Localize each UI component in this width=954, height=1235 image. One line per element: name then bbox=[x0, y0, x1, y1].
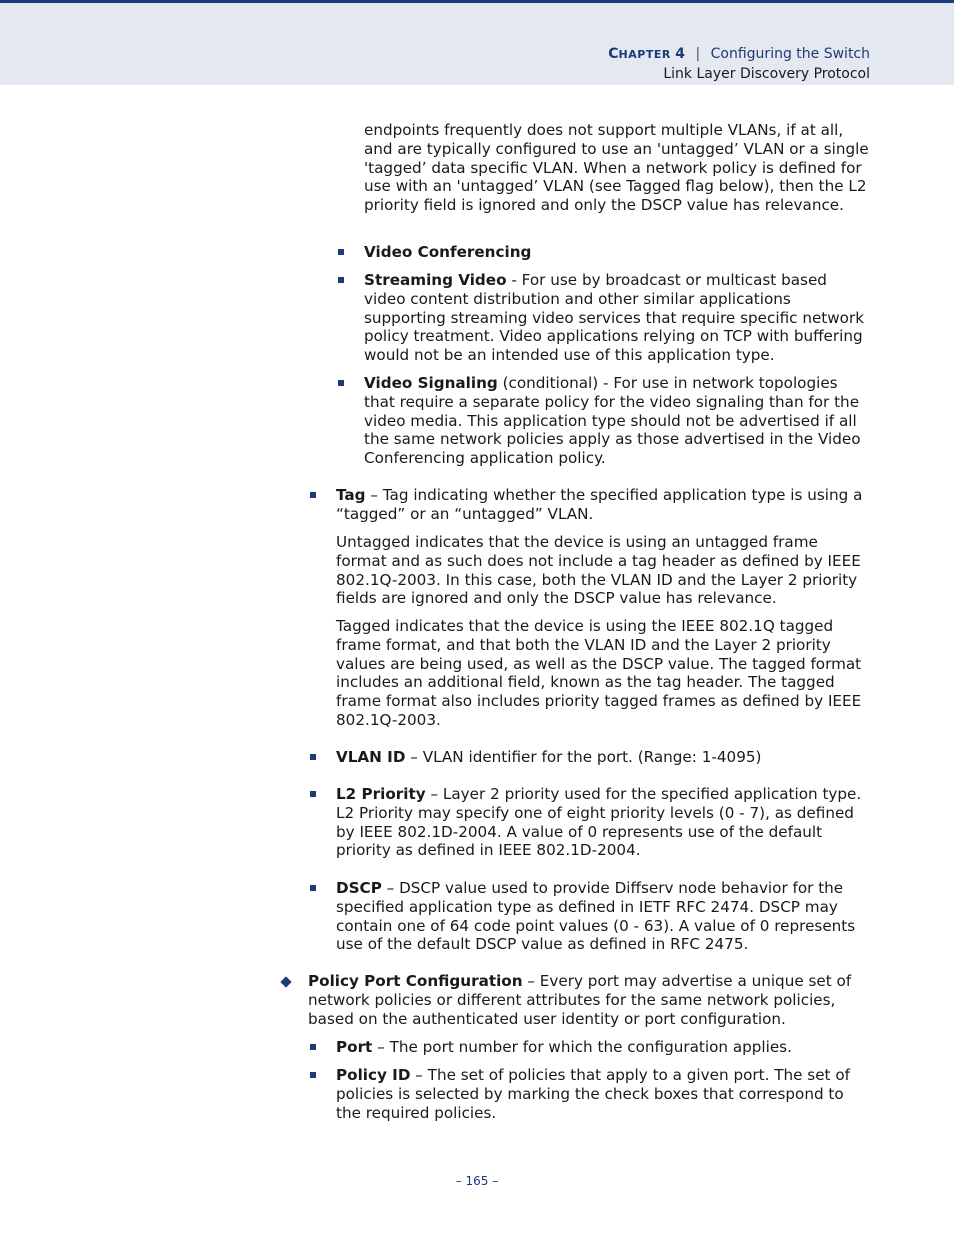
term: VLAN ID bbox=[336, 748, 406, 766]
policy-id-item bbox=[336, 1066, 870, 1122]
bullet-diamond-icon bbox=[280, 976, 291, 987]
desc: – The port number for which the configuration applies. bbox=[372, 1038, 792, 1056]
desc: – The set of policies that apply to a given port. The set of policies is selected by marking the check boxes that correspond to the required policies. bbox=[336, 1066, 850, 1122]
term: Streaming Video bbox=[364, 271, 507, 289]
app-type-video-signaling bbox=[364, 374, 870, 468]
term: Policy ID bbox=[336, 1066, 411, 1084]
tag-item bbox=[336, 486, 870, 524]
intro-paragraph: endpoints frequently does not support multiple VLANs, if at all, and are typically configured to use an 'untagged’ VLAN or a single 'tagged’ data specific VLAN. When a network policy is defined for use with an 'untagged’ VLAN (see Tagged flag below), then the L2 priority field is ignored and only the DSCP value has relevance. bbox=[364, 121, 869, 215]
chapter-number: 4 bbox=[675, 46, 686, 62]
bullet-square-icon bbox=[310, 1044, 316, 1050]
bullet-square-icon bbox=[338, 249, 344, 255]
desc: – Every port may advertise a unique set of network policies or different attributes for the same network policies, based on the authenticated user identity or port configuration. bbox=[308, 972, 852, 1028]
app-type-video-conferencing bbox=[364, 243, 870, 262]
page-footer bbox=[0, 1174, 954, 1188]
desc: - For use by broadcast or multicast based video content distribution and other similar applications supporting streaming video services that require specific network policy treatment. Video applications relying on TCP with buffering would not be an intended use of this application type. bbox=[364, 271, 864, 365]
term: DSCP bbox=[336, 879, 382, 897]
term: Video Conferencing bbox=[364, 243, 532, 261]
running-header bbox=[0, 0, 954, 85]
desc: – Tag indicating whether the specified application type is using a “tagged” or an “untagged” VLAN. bbox=[336, 486, 863, 523]
bullet-square-icon bbox=[310, 754, 316, 760]
dscp-item bbox=[336, 879, 870, 954]
desc: – VLAN identifier for the port. (Range: 1-4095) bbox=[405, 748, 762, 766]
bullet-square-icon bbox=[338, 277, 344, 283]
tag-untagged-paragraph: Untagged indicates that the device is using an untagged frame format and as such does not include a tag header as defined by IEEE 802.1Q-2003. In this case, both the VLAN ID and the Layer 2 priority fields are ignored and only the DSCP value has relevance. bbox=[336, 533, 861, 608]
bullet-square-icon bbox=[310, 1072, 316, 1078]
desc: – Layer 2 priority used for the specified application type. L2 Priority may specify one of eight priority levels (0 - 7), as defined by IEEE 802.1D-2004. A value of 0 represents use of the default priority as defined in IEEE 802.1D-2004. bbox=[336, 785, 862, 860]
chapter-word: HAPTER bbox=[618, 48, 671, 61]
bullet-square-icon bbox=[310, 492, 316, 498]
term: Policy Port Configuration bbox=[308, 972, 523, 990]
policy-port-configuration-item bbox=[308, 972, 870, 1028]
page-number: – 165 – bbox=[455, 1174, 499, 1188]
term: Video Signaling bbox=[364, 374, 498, 392]
bullet-square-icon bbox=[338, 380, 344, 386]
term: Tag bbox=[336, 486, 366, 504]
bullet-square-icon bbox=[310, 885, 316, 891]
vlan-id-item bbox=[336, 748, 870, 767]
port-item bbox=[336, 1038, 870, 1057]
chapter-title: Configuring the Switch bbox=[710, 46, 870, 62]
tag-tagged-paragraph: Tagged indicates that the device is using the IEEE 802.1Q tagged frame format, and that both the VLAN ID and the Layer 2 priority values are being used, as well as the DSCP value. The tagged format includes an additional field, known as the tag header. The tagged frame format also includes priority tagged frames as defined by IEEE 802.1Q-2003. bbox=[336, 617, 862, 729]
term: Port bbox=[336, 1038, 373, 1056]
chapter-prefix: C bbox=[608, 46, 619, 62]
app-type-streaming-video bbox=[364, 271, 870, 365]
bullet-square-icon bbox=[310, 791, 316, 797]
header-separator: | bbox=[695, 46, 701, 62]
desc: (conditional) - For use in network topologies that require a separate policy for the video signaling than for the video media. This application type should not be advertised if all the same network policies apply as those advertised in the Video Conferencing application policy. bbox=[364, 374, 861, 468]
section-title: Link Layer Discovery Protocol bbox=[663, 66, 870, 82]
l2-priority-item bbox=[336, 785, 870, 860]
chapter-heading bbox=[608, 46, 870, 62]
term: L2 Priority bbox=[336, 785, 426, 803]
desc: – DSCP value used to provide Diffserv node behavior for the specified application type as defined in IETF RFC 2474. DSCP may contain one of 64 code point values (0 - 63). A value of 0 represents use of the default DSCP value as defined in RFC 2475. bbox=[336, 879, 856, 954]
